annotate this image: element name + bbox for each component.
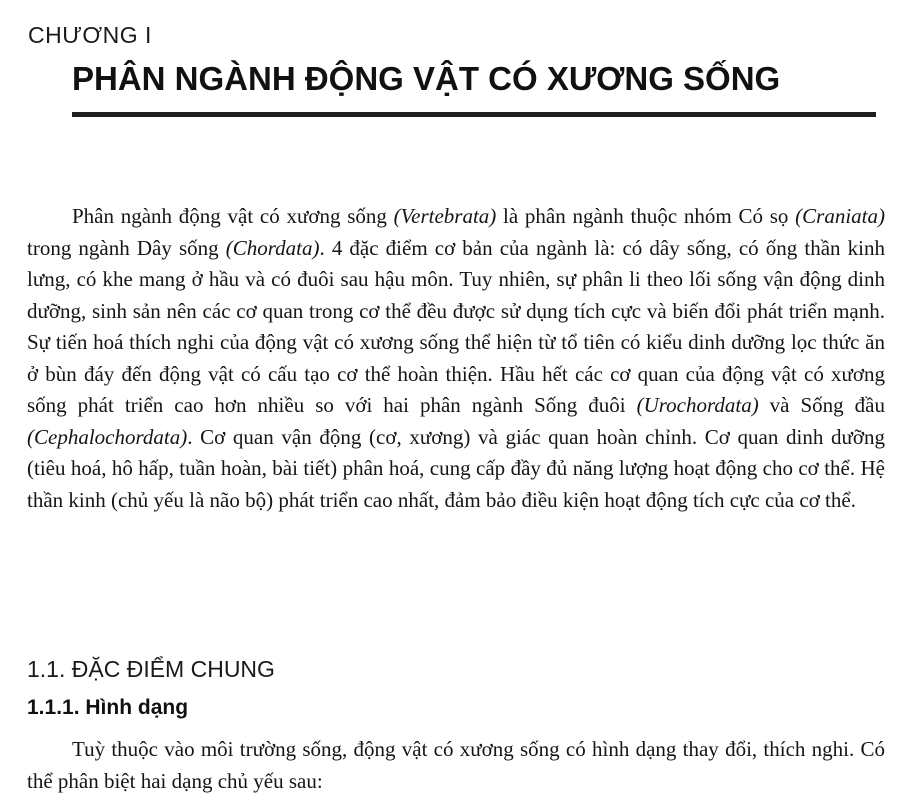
section-text: [27, 734, 885, 797]
chapter-title: PHÂN NGÀNH ĐỘNG VẬT CÓ XƯƠNG SỐNG: [72, 60, 781, 97]
intro-text-run: trong ngành Dây sống: [27, 235, 226, 260]
chapter-label: CHƯƠNG I: [28, 22, 152, 48]
section-heading: 1.1. ĐẶC ĐIỂM CHUNG: [27, 656, 275, 682]
term-urochordata: (Urochordata): [636, 393, 759, 417]
intro-text-run: là phân ngành thuộc nhóm Có sọ: [496, 204, 796, 228]
intro-text-run: Phân ngành động vật có xương sống: [72, 204, 394, 228]
term-vertebrata: (Vertebrata): [393, 204, 497, 228]
title-underline-rule: [72, 112, 876, 117]
intro-text-run: . Cơ quan vận động (cơ, xương) và giác quan hoàn chỉnh. Cơ quan dinh dưỡng (tiêu hoá, hô hấp, tuần hoàn, bài tiết) phân hoá, cung cấp đầy đủ năng lượng hoạt động cho cơ thể. Hệ thần kinh (chủ yếu là não bộ) phát triển cao nhất, đảm bảo điều kiện hoạt động tích cực của cơ thể.: [27, 424, 885, 512]
section-paragraph: Tuỳ thuộc vào môi trường sống, động vật có xương sống có hình dạng thay đổi, thích nghi. Có thể phân biệt hai dạng chủ yếu sau:: [27, 737, 885, 793]
intro-text-run: . 4 đặc điểm cơ bản của ngành là: có dây sống, có ống thần kinh lưng, có khe mang ở hầu và có đuôi sau hậu môn. Tuy nhiên, sự phân li theo lối sống vận động dinh dưỡng, sinh sản nên các cơ quan trong cơ thể đều được sử dụng tích cực và biến đổi phát triển mạnh. Sự tiến hoá thích nghi của động vật có xương sống thể hiện từ tổ tiên có kiểu dinh dưỡng lọc thức ăn ở bùn đáy đến động vật có cấu tạo cơ thể hoàn thiện. Hầu hết các cơ quan của động vật có xương sống phát triển cao hơn nhiều so với hai phân ngành Sống đuôi: [27, 235, 885, 417]
intro-text: [27, 201, 885, 516]
intro-text-run: và Sống đầu: [758, 393, 885, 417]
term-chordata: (Chordata): [225, 235, 320, 260]
subsection-heading: 1.1.1. Hình dạng: [27, 696, 189, 719]
intro-paragraph: [27, 201, 885, 516]
term-craniata: (Craniata): [795, 204, 885, 228]
term-cephalochordata: (Cephalochordata): [27, 424, 188, 449]
